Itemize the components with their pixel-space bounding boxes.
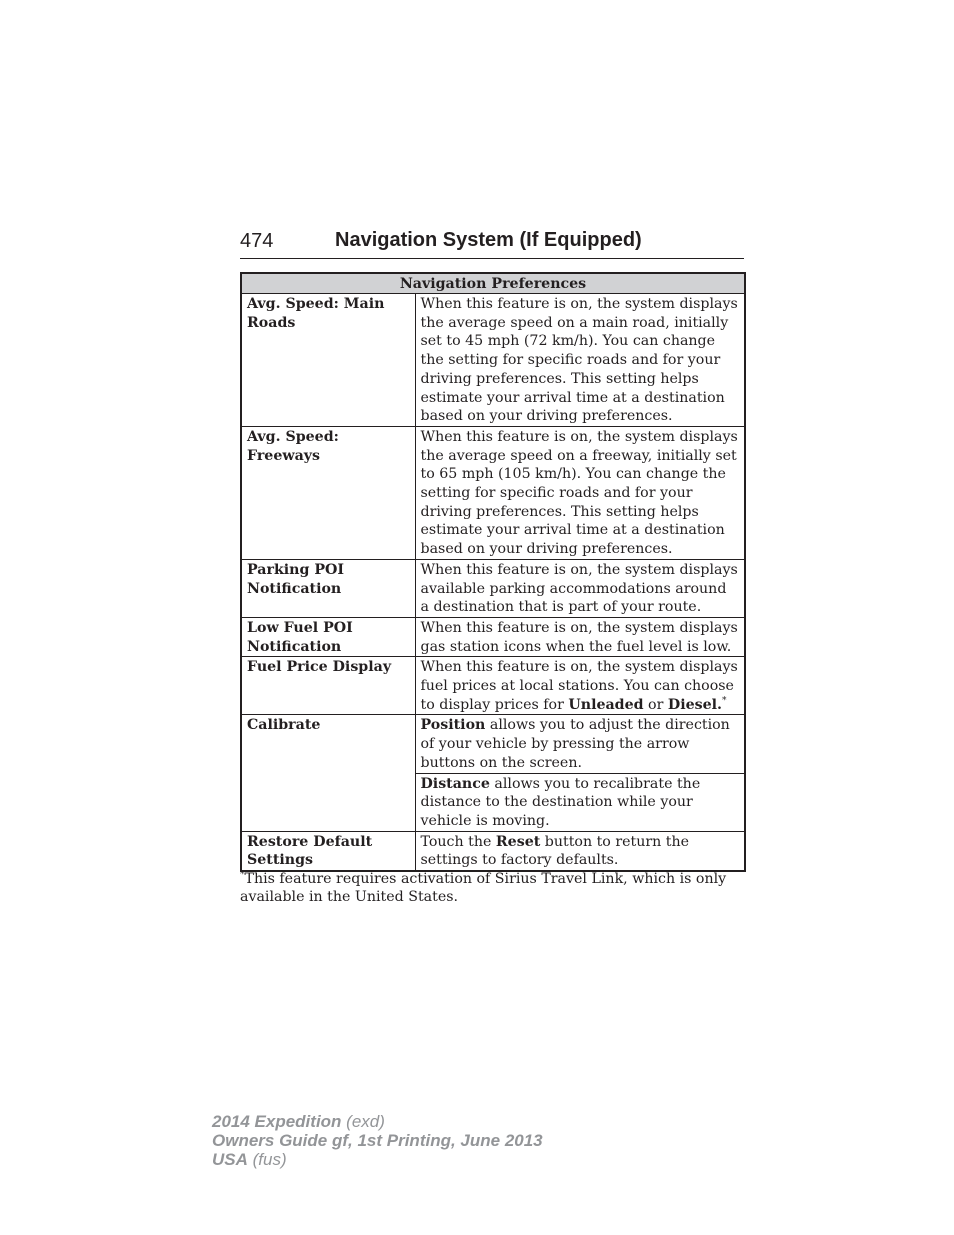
position-term: Position bbox=[420, 717, 486, 734]
footer-model: 2014 Expedition bbox=[212, 1112, 342, 1131]
row-label: Restore Default Settings bbox=[241, 831, 415, 871]
reset-term: Reset bbox=[495, 833, 541, 850]
table-row bbox=[241, 559, 745, 617]
description-text: allows you to recalibrate the distance to the destination while your vehicle is moving. bbox=[420, 775, 701, 829]
row-label: Avg. Speed: Main Roads bbox=[241, 294, 415, 427]
row-description: When this feature is on, the system displays the average speed on a main road, initially set to 45 mph (72 km/h). You can change the setting for specific roads and for your driving preferences. This setting helps estimate your arrival time at a destination based on your driving preferences. bbox=[415, 294, 745, 427]
footnote-marker: * bbox=[721, 695, 727, 706]
row-description: When this feature is on, the system displays the average speed on a freeway, initially set to 65 mph (105 km/h). You can change the setting for specific roads and for your driving preferences. This setting helps estimate your arrival time at a destination based on your driving preferences. bbox=[415, 426, 745, 559]
row-description: When this feature is on, the system displays gas station icons when the fuel level is low. bbox=[415, 617, 745, 656]
page-title: Navigation System (If Equipped) bbox=[335, 229, 642, 251]
unleaded-label: Unleaded bbox=[568, 696, 644, 713]
row-label: Parking POI Notification bbox=[241, 559, 415, 617]
table-row bbox=[241, 294, 745, 427]
row-label: Fuel Price Display bbox=[241, 657, 415, 715]
row-label: Avg. Speed: Freeways bbox=[241, 426, 415, 559]
description-text: allows you to adjust the direction of your vehicle by pressing the arrow buttons on the screen. bbox=[420, 717, 730, 771]
row-description bbox=[415, 773, 745, 831]
row-label: Low Fuel POI Notification bbox=[241, 617, 415, 656]
footer-line-3 bbox=[212, 1150, 543, 1169]
table-row bbox=[241, 715, 745, 773]
document-footer bbox=[212, 1112, 543, 1169]
navigation-preferences-table bbox=[240, 272, 746, 872]
table-heading: Navigation Preferences bbox=[241, 273, 745, 294]
table-row bbox=[241, 657, 745, 715]
description-text: button to return the settings to factory defaults. bbox=[420, 833, 690, 869]
row-description bbox=[415, 831, 745, 871]
table-row bbox=[241, 831, 745, 871]
table-row bbox=[241, 617, 745, 656]
row-description bbox=[415, 715, 745, 773]
footnote bbox=[240, 871, 744, 906]
distance-term: Distance bbox=[420, 775, 490, 792]
table-header-row bbox=[241, 273, 745, 294]
row-description bbox=[415, 657, 745, 715]
footer-line-1 bbox=[212, 1112, 543, 1131]
footer-line-2: Owners Guide gf, 1st Printing, June 2013 bbox=[212, 1131, 543, 1150]
description-text: When this feature is on, the system displays fuel prices at local stations. You can choose to display prices for bbox=[420, 659, 738, 713]
footer-market-code: (fus) bbox=[247, 1150, 287, 1169]
diesel-label: Diesel. bbox=[667, 696, 722, 713]
row-description: When this feature is on, the system displays available parking accommodations around a destination that is part of your route. bbox=[415, 559, 745, 617]
page-header bbox=[240, 228, 744, 259]
footer-market: USA bbox=[212, 1150, 248, 1169]
footnote-text: This feature requires activation of Sirius Travel Link, which is only available in the United States. bbox=[240, 871, 727, 905]
footnote-marker: * bbox=[240, 870, 245, 880]
table-row bbox=[241, 426, 745, 559]
footer-model-code: (exd) bbox=[341, 1112, 385, 1131]
description-text: or bbox=[643, 696, 668, 713]
page-number: 474 bbox=[240, 230, 274, 252]
description-text: Touch the bbox=[420, 833, 496, 850]
row-label: Calibrate bbox=[241, 715, 415, 831]
